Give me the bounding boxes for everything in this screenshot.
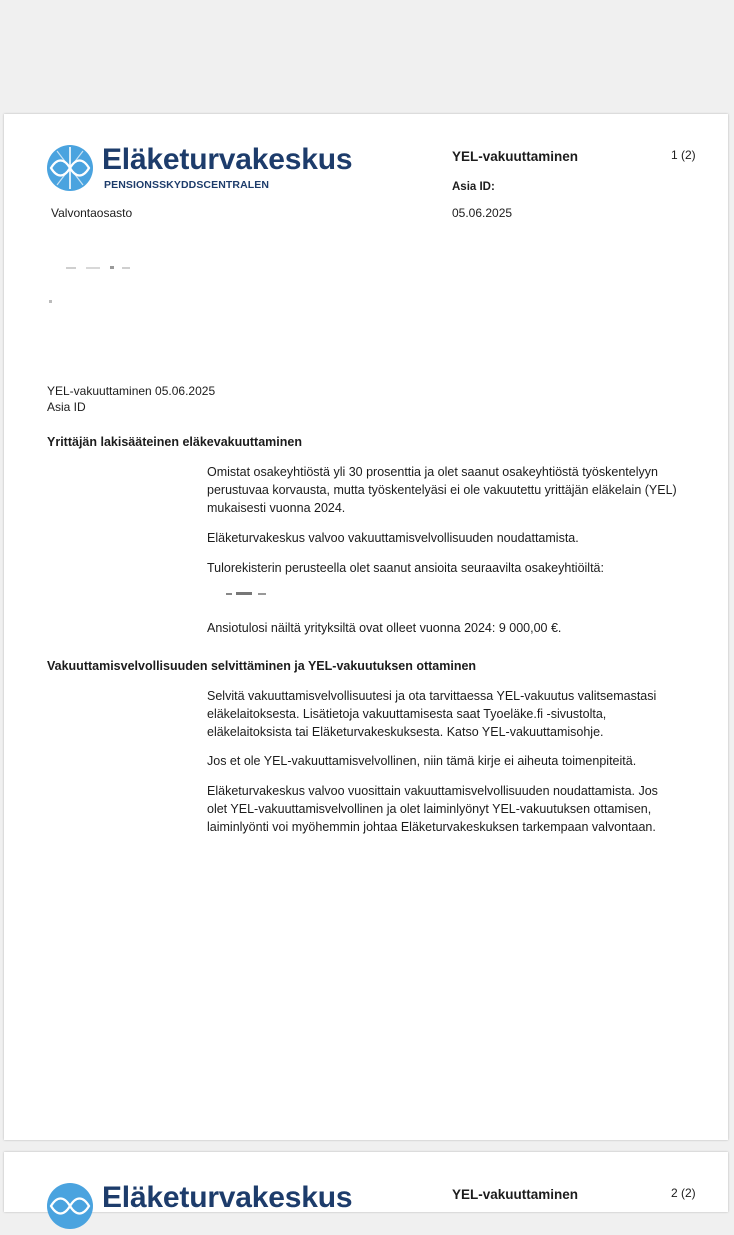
paragraph: Eläketurvakeskus valvoo vakuuttamisvelvollisuuden noudattamista. [207,531,579,545]
etk-logo-icon [47,145,93,191]
document-title: YEL-vakuuttaminen [452,1187,579,1202]
paragraph: Ansiotulosi näiltä yrityksiltä ovat olleet vuonna 2024: 9 000,00 €. [207,621,562,635]
paragraph: Omistat osakeyhtiöstä yli 30 prosenttia ja olet saanut osakeyhtiöstä työskentelyyn perustuvaa korvausta, mutta työskentelyäsi ei ole vakuutettu yrittäjän eläkelain (YEL) mukaisesti vuonna 2024. [207,465,677,515]
reference-line: YEL-vakuuttaminen 05.06.2025 [47,384,216,398]
letter-page-1 [4,114,728,1140]
logo-subtitle: PENSIONSSKYDDSCENTRALEN [104,179,270,191]
logo-name: Eläketurvakeskus [102,1181,353,1214]
reference-asia-id: Asia ID [47,400,86,414]
paragraph: Jos et ole YEL-vakuuttamisvelvollinen, niin tämä kirje ei aiheuta toimenpiteitä. [207,754,637,768]
paragraph: Selvitä vakuuttamisvelvollisuutesi ja ota tarvittaessa YEL-vakuutus valitsemastasi eläkelaitoksesta. Lisätietoja vakuuttamisesta saat Tyoeläke.fi -sivustolta, eläkelaitoksista tai Eläketurvakeskuksesta. Katso YEL-vakuuttamisohje. [207,689,657,739]
section-heading: Yrittäjän lakisääteinen eläkevakuuttaminen [47,435,302,449]
document-date: 05.06.2025 [452,206,513,220]
cropped-company-line [226,592,274,596]
document-title: YEL-vakuuttaminen [452,149,579,164]
logo-name: Eläketurvakeskus [102,143,353,176]
section-heading: Vakuuttamisvelvollisuuden selvittäminen ja YEL-vakuutuksen ottaminen [47,659,477,673]
page-number: 2 (2) [671,1186,696,1200]
redacted-address-line [66,266,136,270]
redacted-address-dot [49,300,52,303]
department: Valvontaosasto [51,206,133,220]
paragraph: Eläketurvakeskus valvoo vuosittain vakuuttamisvelvollisuuden noudattamista. Jos olet YEL-vakuuttamisvelvollinen ja olet laiminlyönyt YEL-vakuutuksen ottamisen, laiminlyönti voi myöhemmin johtaa Eläketurvakeskuksen tarkempaan valvontaan. [207,784,658,834]
letter-page-2 [4,1152,728,1212]
company-logo [47,143,353,197]
company-logo [47,1181,353,1235]
asia-id-label: Asia ID: [452,181,495,193]
paragraph: Tulorekisterin perusteella olet saanut ansioita seuraavilta osakeyhtiöiltä: [207,561,604,575]
page-number: 1 (2) [671,148,696,162]
etk-logo-icon [47,1183,93,1229]
